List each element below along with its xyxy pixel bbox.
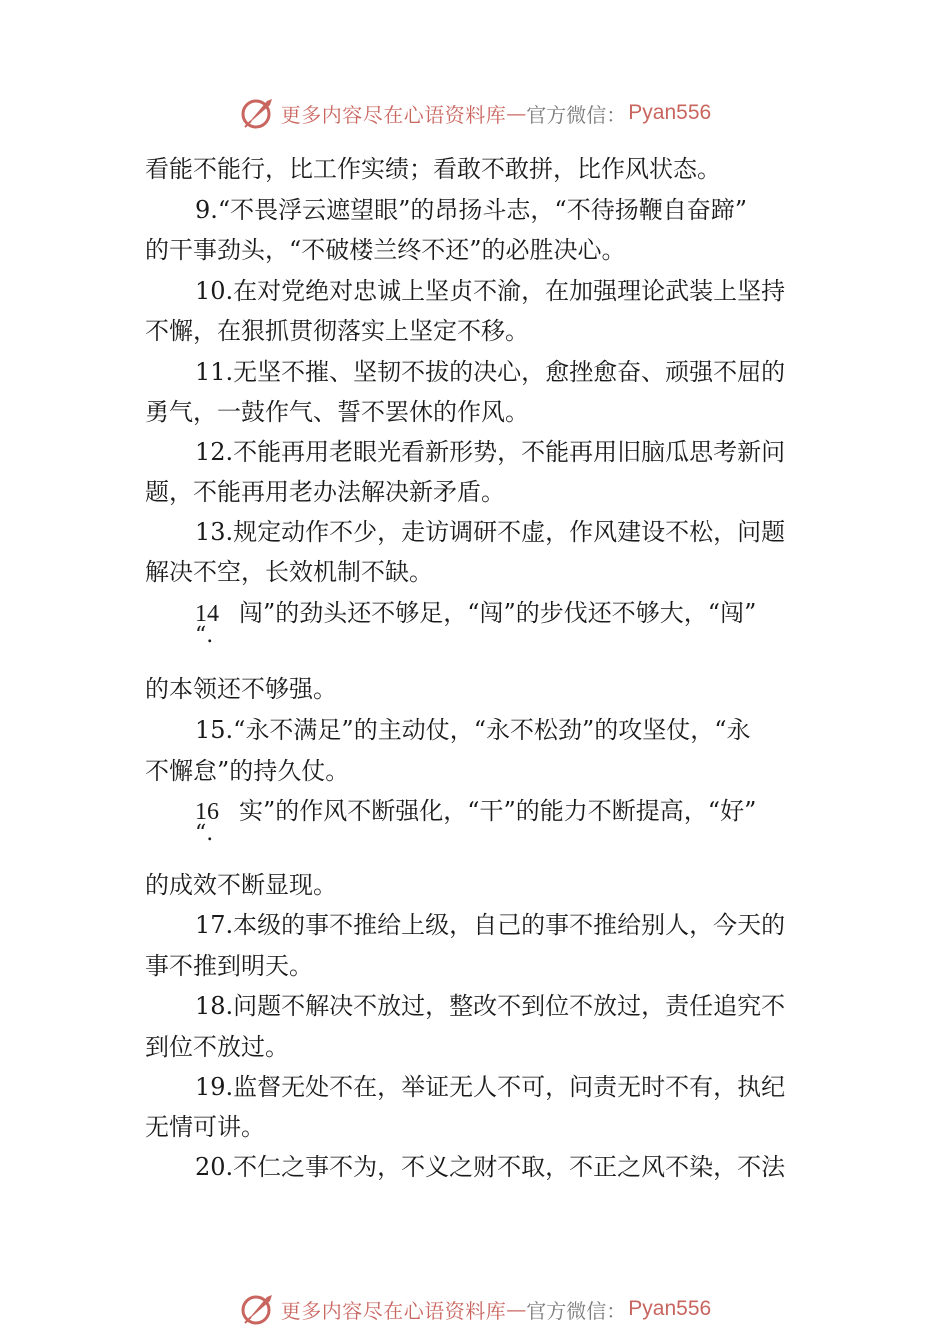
text-line: 的成效不断显现。: [145, 871, 337, 899]
header-brand-text: 更多内容尽在心语资料库: [280, 102, 507, 127]
header-banner: [0, 93, 950, 133]
quill-logo-icon: [239, 95, 277, 131]
header-wechat-id: Pyan556: [628, 101, 712, 124]
text-line: 事不推到明天。: [145, 952, 313, 980]
text-line: 无情可讲。: [145, 1113, 265, 1141]
header-wechat-label: 官方微信：: [526, 102, 627, 127]
text-line: 的干事劲头，“不破楼兰终不还”的必胜决心。: [145, 236, 626, 264]
text-line: 到位不放过。: [145, 1033, 289, 1061]
text-line: 不懈，在狠抓贯彻落实上坚定不移。: [145, 317, 529, 345]
text-line: 题，不能再用老办法解决新矛盾。: [145, 478, 505, 506]
text-line: 不懈怠”的持久仗。: [145, 757, 350, 785]
list-item-12: 12.不能再用老眼光看新形势，不能再用旧脑瓜思考新问: [195, 438, 786, 466]
item-text: 闯”的劲头还不够足，“闯”的步伐还不够大，“闯”: [239, 599, 757, 627]
list-item-15: 15.“永不满足”的主动仗，“永不松劲”的攻坚仗，“永: [195, 716, 751, 744]
list-item-10: 10.在对党绝对忠诚上坚贞不渝，在加强理论武装上坚持: [195, 277, 786, 305]
list-item-18: 18.问题不解决不放过，整改不到位不放过，责任追究不: [195, 992, 786, 1020]
list-item-9: 9.“不畏浮云遮望眼”的昂扬斗志，“不待扬鞭自奋蹄”: [195, 196, 747, 224]
list-item-16: [195, 791, 756, 831]
footer-banner: [0, 1289, 950, 1329]
item-number: 14: [195, 601, 219, 627]
text-line: 勇气，一鼓作气、誓不罢休的作风。: [145, 398, 529, 426]
list-item-14: [195, 593, 756, 633]
text-line: 的本领还不够强。: [145, 675, 337, 703]
footer-separator: —: [506, 1297, 527, 1321]
footer-wechat-label: 官方微信：: [526, 1298, 627, 1323]
footer-wechat-id: Pyan556: [628, 1297, 712, 1320]
header-separator: —: [506, 101, 527, 125]
list-item-13: 13.规定动作不少，走访调研不虚，作风建设不松，问题: [195, 518, 786, 546]
text-line: 解决不空，长效机制不缺。: [145, 558, 433, 586]
footer-brand-text: 更多内容尽在心语资料库: [280, 1298, 507, 1323]
stray-quote-mark: “.: [195, 821, 214, 846]
item-number: 16: [195, 799, 219, 825]
text-line: 看能不能行，比工作实绩；看敢不敢拼，比作风状态。: [145, 155, 721, 183]
stray-quote-mark: “.: [195, 623, 214, 648]
item-text: 实”的作风不断强化，“干”的能力不断提高，“好”: [239, 797, 757, 825]
quill-logo-icon: [239, 1291, 277, 1327]
list-item-19: 19.监督无处不在，举证无人不可，问责无时不有，执纪: [195, 1073, 786, 1101]
list-item-11: 11.无坚不摧、坚韧不拔的决心，愈挫愈奋、顽强不屈的: [195, 358, 786, 386]
list-item-17: 17.本级的事不推给上级，自己的事不推给别人，今天的: [195, 911, 786, 939]
list-item-20: 20.不仁之事不为，不义之财不取，不正之风不染，不法: [195, 1153, 786, 1181]
